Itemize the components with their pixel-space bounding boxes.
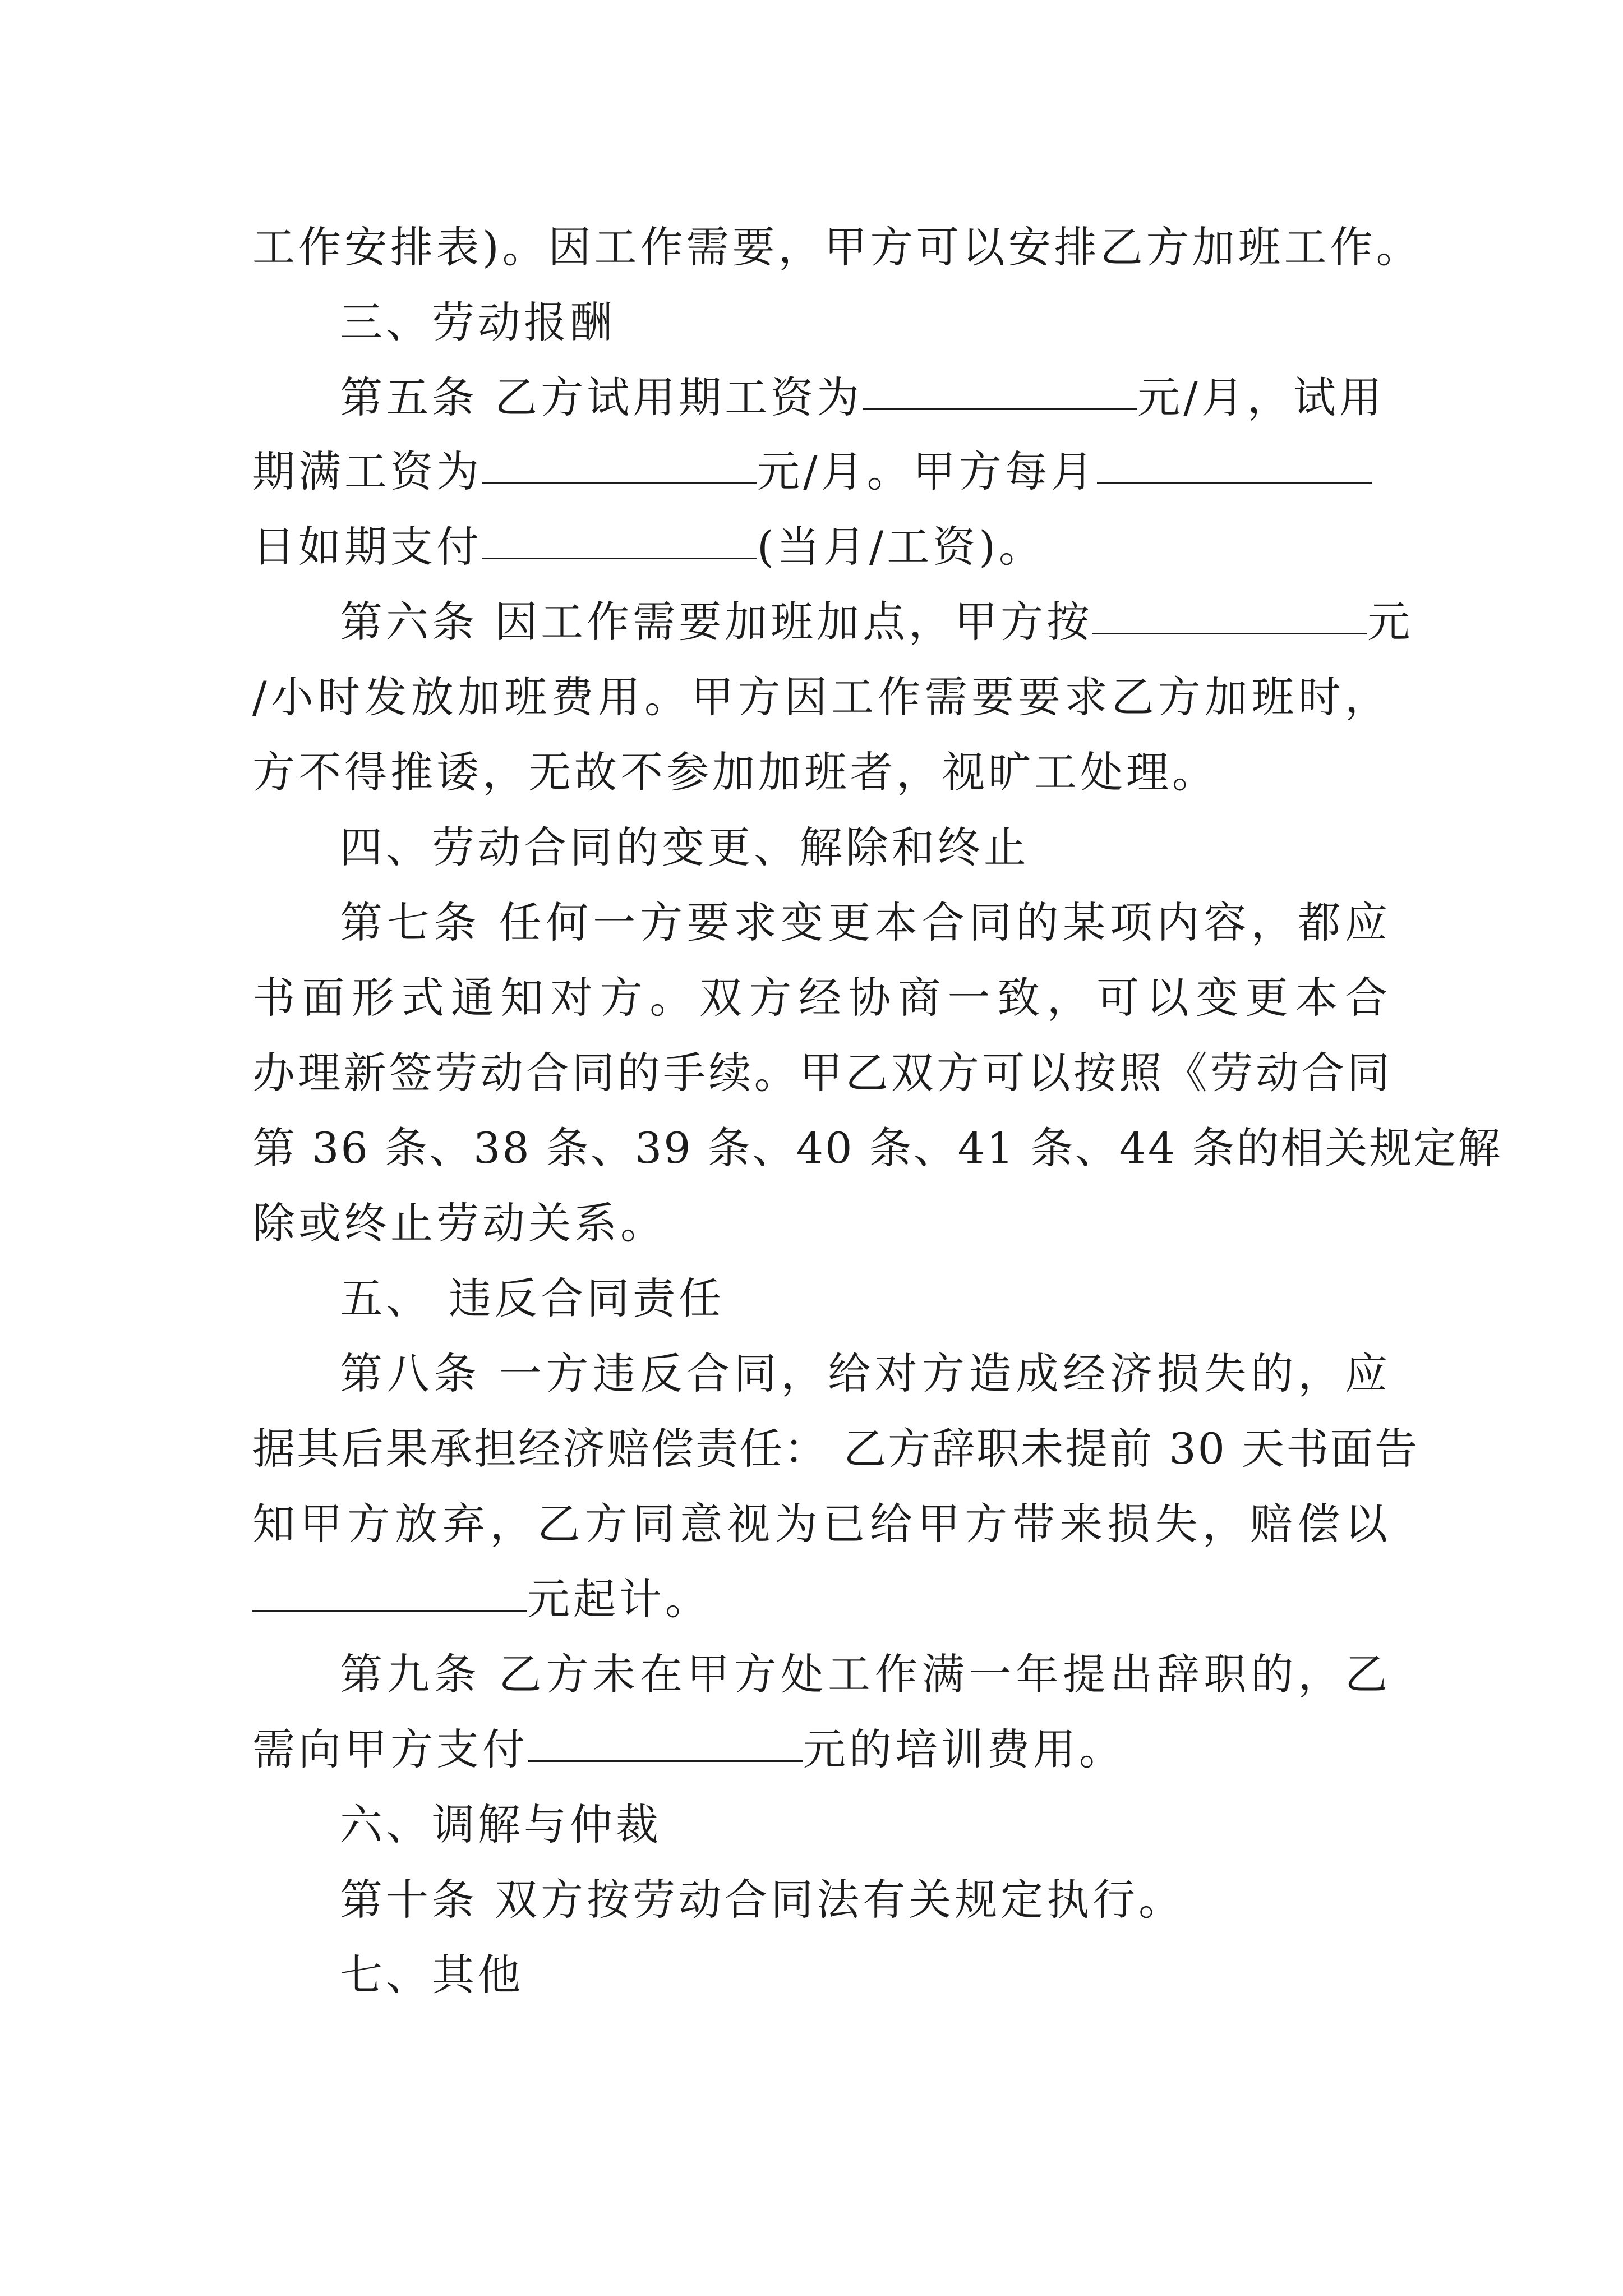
fill-in-blank[interactable]: [863, 369, 1137, 410]
line-text: 知甲方放弃，乙方同意视为已给甲方带来损失，赔偿以: [252, 1499, 1391, 1549]
heading-text: 五、 违反合同责任: [340, 1273, 725, 1323]
line-text: 元: [1367, 597, 1414, 647]
line-text: 期满工资为: [252, 447, 482, 496]
section-heading: [340, 1933, 1391, 2017]
line-text: 第六条 因工作需要加班加点，甲方按: [340, 597, 1093, 647]
text-line: [340, 881, 1391, 965]
fill-in-blank[interactable]: [252, 1571, 527, 1612]
heading-text: 七、其他: [340, 1950, 524, 2000]
text-line: [252, 205, 1422, 289]
line-text: 第九条 乙方未在甲方处工作满一年提出辞职的，乙: [340, 1649, 1391, 1699]
fill-in-blank[interactable]: [1092, 593, 1367, 634]
section-heading: [340, 280, 1391, 365]
line-text: 元/月，试用: [1137, 372, 1385, 422]
section-heading: [340, 806, 1391, 890]
line-text: (当月/工资)。: [757, 522, 1045, 572]
text-line: [340, 580, 1414, 664]
heading-text: 三、劳动报酬: [340, 297, 616, 347]
line-text: 元/月。甲方每月: [757, 447, 1097, 496]
line-text: 第五条 乙方试用期工资为: [340, 372, 863, 422]
text-line: [252, 1106, 1502, 1190]
line-text: 办理新签劳动合同的手续。甲乙双方可以按照《劳动合同: [252, 1048, 1391, 1098]
text-line: [252, 1031, 1391, 1115]
section-heading: [340, 1257, 1391, 1341]
line-text: 方不得推诿，无故不参加加班者，视旷工处理。: [252, 747, 1218, 797]
fill-in-blank[interactable]: [1097, 443, 1372, 484]
line-text: 需向甲方支付: [252, 1724, 528, 1774]
line-text: 据其后果承担经济赔偿责任： 乙方辞职未提前 30 天书面告: [252, 1424, 1419, 1474]
line-text: 书面形式通知对方。双方经协商一致，可以变更本合: [252, 973, 1391, 1023]
line-text: 除或终止劳动关系。: [252, 1198, 666, 1248]
line-text: 第十条 双方按劳动合同法有关规定执行。: [340, 1875, 1185, 1925]
fill-in-blank[interactable]: [528, 1721, 803, 1762]
text-line: [252, 1181, 1391, 1266]
text-line: [340, 1858, 1391, 1942]
fill-in-blank[interactable]: [482, 443, 757, 484]
line-text: /小时发放加班费用。甲方因工作需要要求乙方加班时，: [252, 672, 1391, 722]
line-text: 第 36 条、38 条、39 条、40 条、41 条、44 条的相关规定解: [252, 1123, 1502, 1173]
text-line: [340, 1632, 1391, 1717]
text-line: [252, 505, 1391, 589]
heading-text: 四、劳动合同的变更、解除和终止: [340, 822, 1030, 872]
line-text: 第七条 任何一方要求变更本合同的某项内容，都应: [340, 898, 1391, 947]
text-line: [252, 1407, 1419, 1491]
line-text: 元的培训费用。: [803, 1724, 1125, 1774]
text-line: [252, 430, 1391, 514]
text-line: [252, 1557, 1391, 1641]
text-line: [340, 1332, 1391, 1416]
text-line: [252, 655, 1391, 739]
text-line: [252, 1482, 1391, 1566]
heading-text: 六、调解与仲裁: [340, 1800, 662, 1849]
text-line: [252, 956, 1391, 1040]
line-text: 日如期支付: [252, 522, 482, 572]
line-text: 工作安排表)。因工作需要，甲方可以安排乙方加班工作。: [252, 222, 1422, 272]
text-line: [340, 356, 1391, 440]
text-line: [252, 730, 1391, 815]
line-text: 第八条 一方违反合同，给对方造成经济损失的，应: [340, 1349, 1391, 1398]
text-line: [252, 1708, 1391, 1792]
section-heading: [340, 1783, 1391, 1867]
fill-in-blank[interactable]: [482, 518, 757, 559]
line-text: 元起计。: [527, 1574, 711, 1624]
